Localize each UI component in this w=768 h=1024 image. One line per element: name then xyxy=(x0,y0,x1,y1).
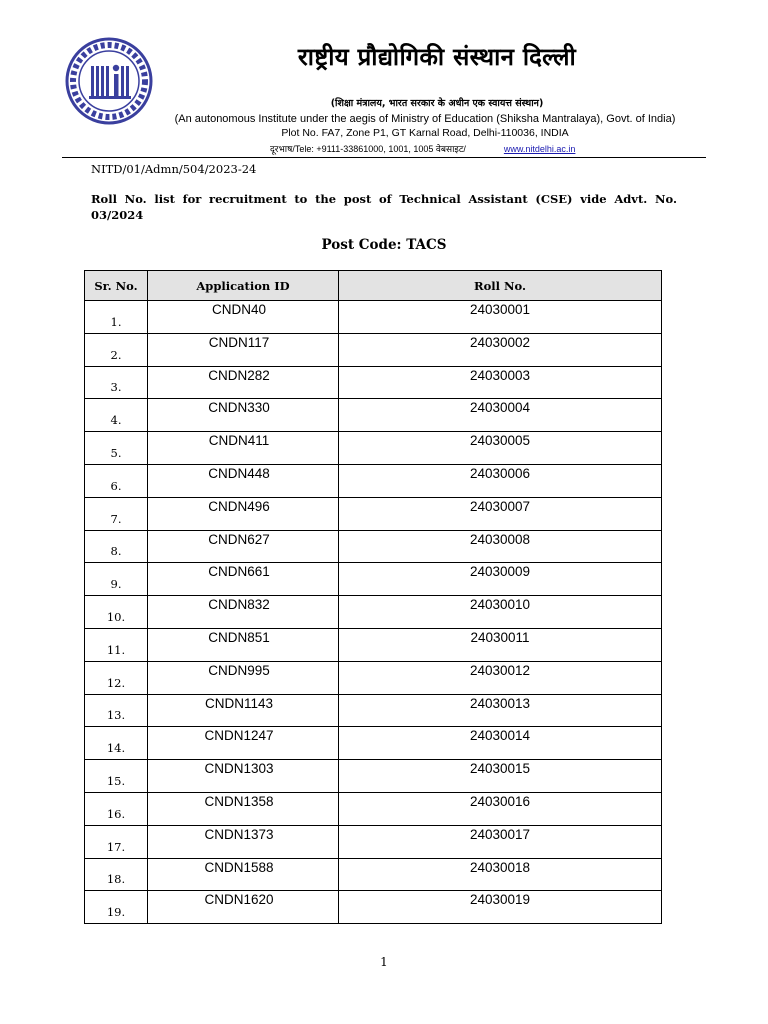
table-row xyxy=(85,825,662,858)
application-id-text: CNDN661 xyxy=(208,564,270,580)
sr-no-text: 6. xyxy=(110,478,122,493)
sr-no-text: 3. xyxy=(110,380,122,395)
roll-no-cell xyxy=(339,825,662,858)
institute-address: Plot No. FA7, Zone P1, GT Karnal Road, Delhi-110036, INDIA xyxy=(281,127,569,139)
roll-no-text: 24030017 xyxy=(469,826,531,842)
sr-no-text: 7. xyxy=(110,511,122,526)
sr-no-text: 17. xyxy=(106,839,126,854)
roll-no-cell xyxy=(339,366,662,399)
reference-number: NITD/01/Admn/504/2023-24 xyxy=(91,162,257,176)
application-id-cell xyxy=(148,497,339,530)
sr-no-cell xyxy=(85,464,148,497)
sr-no-text: 19. xyxy=(106,905,126,920)
roll-no-text: 24030003 xyxy=(469,367,531,383)
roll-no-text: 24030009 xyxy=(469,564,531,580)
sr-no-cell xyxy=(85,858,148,891)
table-header-row xyxy=(85,271,662,301)
sr-no-text: 14. xyxy=(106,741,126,756)
sr-no-text: 5. xyxy=(110,445,122,460)
roll-no-cell xyxy=(339,727,662,760)
table-row xyxy=(85,596,662,629)
application-id-cell xyxy=(148,464,339,497)
sr-no-text: 11. xyxy=(106,642,126,657)
application-id-cell xyxy=(148,432,339,465)
sr-no-cell xyxy=(85,399,148,432)
application-id-text: CNDN851 xyxy=(208,629,270,645)
application-id-cell xyxy=(148,366,339,399)
application-id-cell xyxy=(148,760,339,793)
roll-no-cell xyxy=(339,596,662,629)
sr-no-text: 15. xyxy=(106,773,126,788)
application-id-text: CNDN1247 xyxy=(204,728,274,744)
sr-no-cell xyxy=(85,760,148,793)
application-id-text: CNDN1303 xyxy=(204,761,274,777)
roll-no-text: 24030002 xyxy=(469,334,531,350)
application-id-text: CNDN1358 xyxy=(204,793,274,809)
telephone-text: दूरभाष/Tele: +9111-33861000, 1001, 1005 वेबसाइट/ xyxy=(270,144,466,154)
roll-number-table xyxy=(84,270,662,924)
roll-no-text: 24030012 xyxy=(469,662,531,678)
header-sr-no: Sr. No. xyxy=(85,271,148,301)
institute-subtitle-hindi: (शिक्षा मंत्रालय, भारत सरकार के अधीन एक स्वायत्त संस्थान) xyxy=(330,98,544,109)
application-id-text: CNDN1373 xyxy=(204,826,274,842)
sr-no-cell xyxy=(85,628,148,661)
sr-no-cell xyxy=(85,366,148,399)
roll-no-text: 24030019 xyxy=(469,892,531,908)
roll-no-cell xyxy=(339,399,662,432)
institute-name-hindi: राष्ट्रीय प्रौद्योगिकी संस्थान दिल्ली xyxy=(297,42,577,71)
sr-no-cell xyxy=(85,825,148,858)
sr-no-text: 10. xyxy=(106,609,126,624)
roll-no-cell xyxy=(339,661,662,694)
table-row xyxy=(85,891,662,924)
roll-no-cell xyxy=(339,891,662,924)
sr-no-cell xyxy=(85,432,148,465)
header-application-id: Application ID xyxy=(148,271,339,301)
sr-no-text: 16. xyxy=(106,806,126,821)
roll-no-cell xyxy=(339,792,662,825)
application-id-cell xyxy=(148,825,339,858)
roll-no-cell xyxy=(339,301,662,334)
roll-no-text: 24030013 xyxy=(469,695,531,711)
post-code-heading: Post Code: TACS xyxy=(321,237,447,253)
roll-no-text: 24030011 xyxy=(470,629,530,645)
sr-no-text: 12. xyxy=(106,675,126,690)
application-id-cell xyxy=(148,628,339,661)
roll-no-cell xyxy=(339,530,662,563)
table-body xyxy=(85,301,662,924)
nit-delhi-logo xyxy=(64,36,154,126)
roll-no-text: 24030015 xyxy=(469,761,531,777)
sr-no-text: 2. xyxy=(110,347,122,362)
roll-no-text: 24030018 xyxy=(469,859,531,875)
contact-line xyxy=(270,142,690,155)
application-id-cell xyxy=(148,301,339,334)
table-row xyxy=(85,432,662,465)
sr-no-cell xyxy=(85,694,148,727)
roll-no-cell xyxy=(339,563,662,596)
application-id-cell xyxy=(148,333,339,366)
application-id-text: CNDN117 xyxy=(208,334,270,350)
table-row xyxy=(85,301,662,334)
sr-no-cell xyxy=(85,563,148,596)
application-id-text: CNDN411 xyxy=(208,433,270,449)
table-row xyxy=(85,694,662,727)
roll-no-cell xyxy=(339,858,662,891)
application-id-text: CNDN496 xyxy=(208,498,270,514)
table-row xyxy=(85,628,662,661)
roll-no-cell xyxy=(339,333,662,366)
sr-no-text: 8. xyxy=(110,544,122,559)
sr-no-cell xyxy=(85,530,148,563)
application-id-cell xyxy=(148,891,339,924)
table-row xyxy=(85,399,662,432)
roll-no-cell xyxy=(339,628,662,661)
application-id-text: CNDN1588 xyxy=(204,859,274,875)
roll-no-cell xyxy=(339,464,662,497)
table-row xyxy=(85,563,662,596)
application-id-cell xyxy=(148,727,339,760)
table-row xyxy=(85,333,662,366)
application-id-text: CNDN1620 xyxy=(204,892,274,908)
header-roll-no: Roll No. xyxy=(339,271,662,301)
sr-no-cell xyxy=(85,301,148,334)
application-id-cell xyxy=(148,858,339,891)
sr-no-text: 1. xyxy=(110,314,122,329)
application-id-text: CNDN832 xyxy=(208,597,270,613)
application-id-cell xyxy=(148,596,339,629)
sr-no-cell xyxy=(85,661,148,694)
roll-no-cell xyxy=(339,694,662,727)
sr-no-cell xyxy=(85,497,148,530)
application-id-cell xyxy=(148,563,339,596)
table-row xyxy=(85,792,662,825)
table-row xyxy=(85,530,662,563)
roll-no-text: 24030001 xyxy=(469,302,531,317)
table-row xyxy=(85,760,662,793)
sr-no-text: 13. xyxy=(106,708,126,723)
application-id-cell xyxy=(148,661,339,694)
application-id-text: CNDN330 xyxy=(208,400,270,416)
application-id-text: CNDN40 xyxy=(211,302,266,317)
institute-subtitle-english: (An autonomous Institute under the aegis of Ministry of Education (Shiksha Mantralaya), Govt. of India) xyxy=(174,113,676,125)
sr-no-text: 9. xyxy=(110,577,122,592)
roll-no-text: 24030004 xyxy=(469,400,531,416)
application-id-text: CNDN1143 xyxy=(204,695,274,711)
sr-no-cell xyxy=(85,727,148,760)
roll-no-text: 24030006 xyxy=(469,465,531,481)
notice-text: Roll No. list for recruitment to the post of Technical Assistant (CSE) vide Advt. No. 03/2024 xyxy=(91,192,677,222)
roll-no-text: 24030005 xyxy=(469,433,531,449)
roll-no-text: 24030007 xyxy=(469,498,531,514)
sr-no-cell xyxy=(85,596,148,629)
application-id-cell xyxy=(148,530,339,563)
sr-no-cell xyxy=(85,333,148,366)
sr-no-text: 4. xyxy=(110,413,122,428)
application-id-text: CNDN282 xyxy=(208,367,270,383)
roll-no-text: 24030010 xyxy=(469,597,531,613)
roll-no-cell xyxy=(339,760,662,793)
roll-no-cell xyxy=(339,497,662,530)
table-row xyxy=(85,497,662,530)
application-id-cell xyxy=(148,694,339,727)
application-id-text: CNDN448 xyxy=(208,465,270,481)
header-divider xyxy=(62,157,706,158)
roll-no-cell xyxy=(339,432,662,465)
sr-no-text: 18. xyxy=(106,872,126,887)
page-number: 1 xyxy=(380,955,388,969)
application-id-cell xyxy=(148,399,339,432)
table-row xyxy=(85,366,662,399)
roll-no-text: 24030016 xyxy=(469,793,531,809)
roll-no-text: 24030008 xyxy=(469,531,531,547)
application-id-text: CNDN995 xyxy=(208,662,270,678)
website-link[interactable]: www.nitdelhi.ac.in xyxy=(503,144,576,154)
sr-no-cell xyxy=(85,891,148,924)
roll-no-text: 24030014 xyxy=(469,728,531,744)
table-row xyxy=(85,858,662,891)
table-row xyxy=(85,661,662,694)
application-id-cell xyxy=(148,792,339,825)
table-row xyxy=(85,464,662,497)
emblem-icon xyxy=(64,36,154,126)
application-id-text: CNDN627 xyxy=(208,531,270,547)
table-row xyxy=(85,727,662,760)
sr-no-cell xyxy=(85,792,148,825)
